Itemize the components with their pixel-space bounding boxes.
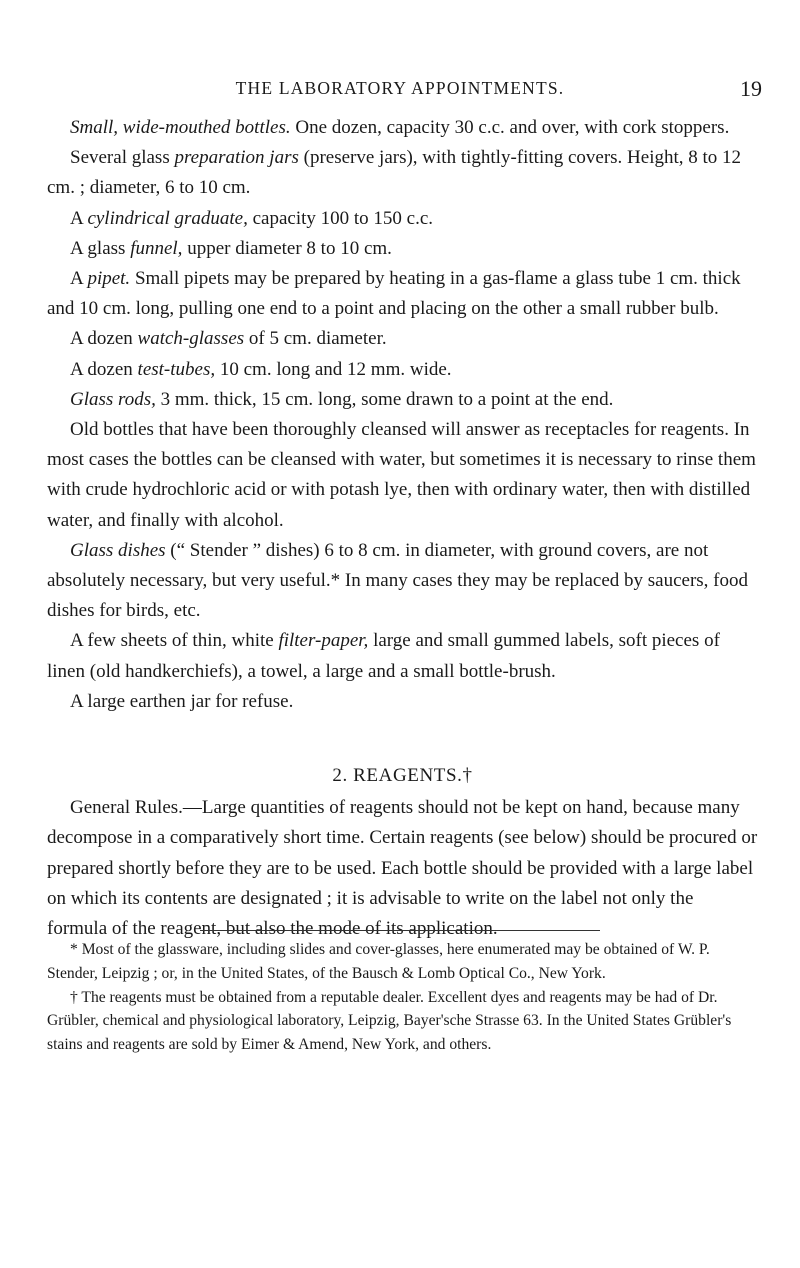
item-pre: A dozen — [70, 358, 138, 380]
item-text: upper diameter 8 to 10 cm. — [182, 237, 392, 259]
item-pre: A — [70, 268, 88, 290]
item-term: preparation jars — [174, 147, 299, 169]
item-term: cylindrical graduate, — [87, 207, 248, 229]
item-pre: A dozen — [70, 328, 138, 350]
item-term: Glass dishes — [70, 539, 166, 561]
item-pre: A few sheets of thin, white — [70, 630, 279, 652]
paragraph-funnel — [47, 234, 758, 264]
item-text: Small pipets may be prepared by heating in a gas-flame a glass tube 1 cm. thick and 10 cm. long, pulling one end to a point and placing on the other a small rubber bulb. — [47, 268, 741, 320]
item-text: 10 cm. long and 12 mm. wide. — [215, 358, 452, 380]
item-text: (“ Stender ” dishes) 6 to 8 cm. in diameter, with ground covers, are not absolutely necessary, but very useful.* In many cases they may be replaced by saucers, food dishes for birds, etc. — [47, 539, 748, 622]
item-text: One dozen, capacity 30 c.c. and over, with cork stoppers. — [290, 117, 730, 138]
page-number: 19 — [740, 76, 762, 101]
item-term: funnel, — [130, 237, 183, 259]
item-pre: A — [70, 207, 88, 229]
item-text: A large earthen jar for refuse. — [70, 690, 294, 712]
section-heading: 2. REAGENTS.† — [332, 765, 473, 787]
item-text: of 5 cm. diameter. — [244, 328, 387, 350]
paragraph-glass-rods — [47, 385, 758, 415]
paragraph-pipet — [47, 264, 758, 324]
item-text: capacity 100 to 150 c.c. — [247, 207, 434, 229]
running-head: THE LABORATORY APPOINTMENTS. — [235, 78, 565, 98]
paragraph-test-tubes — [47, 355, 758, 385]
item-pre: A glass — [70, 237, 131, 259]
page-header — [0, 78, 800, 104]
paragraph-filter-paper — [47, 626, 758, 686]
item-term: test-tubes, — [137, 358, 216, 380]
item-term: watch-glasses — [137, 328, 245, 350]
paragraph-general-rules: General Rules.—Large quantities of reagents should not be kept on hand, because many decompose in a comparatively short time. Certain reagents (see below) should be procured or prepared shortly before they are to be used. Each bottle should be provided with a large label on which its contents are designated ; it is advisable to write on the label not only the formula of the reagent, but also the mode of its application. — [47, 797, 758, 940]
item-text: (preserve jars), with tightly-fitting covers. Height, 8 to 12 cm. ; diameter, 6 to 10 cm. — [47, 147, 742, 199]
item-term: pipet. — [87, 268, 131, 290]
paragraph-old-bottles — [47, 415, 758, 536]
paragraph-small-bottles — [47, 113, 758, 143]
paragraph-refuse-jar — [47, 687, 758, 717]
footnote-reagents: † The reagents must be obtained from a reputable dealer. Excellent dyes and reagents may be had of Dr. Grübler, chemical and physiological laboratory, Leipzig, Bayer'sche Strasse 63. In the United States Grübler's stains and reagents are sold by Eimer & Amend, New York, and others. — [47, 988, 732, 1054]
footnote-glassware: * Most of the glassware, including slides and cover-glasses, here enumerated may be obtained of W. P. Stender, Leipzig ; or, in the United States, of the Bausch & Lomb Optical Co., New York. — [47, 941, 710, 982]
item-term: Small, wide-mouthed bottles. — [70, 117, 291, 138]
item-text: Old bottles that have been thoroughly cleansed will answer as receptacles for reagents. In most cases the bottles can be cleansed with water, but sometimes it is necessary to rinse them with crude hydrochloric acid or with potash lye, then with ordinary water, then with distilled water, and finally with alcohol. — [47, 419, 756, 531]
footnotes — [47, 938, 758, 1057]
paragraph-glass-dishes — [47, 536, 758, 627]
item-pre: Several glass — [70, 147, 175, 169]
footnote-rule — [200, 930, 600, 931]
item-term: Glass rods, — [70, 388, 156, 410]
paragraph-watch-glasses — [47, 324, 758, 354]
item-term: filter-paper, — [278, 630, 369, 652]
item-text: large and small gummed labels, soft pieces of linen (old handkerchiefs), a towel, a large and a small bottle-brush. — [47, 630, 720, 682]
paragraph-preparation-jars — [47, 143, 758, 203]
paragraph-cylindrical-graduate — [47, 204, 758, 234]
body-text — [47, 113, 758, 944]
item-text: 3 mm. thick, 15 cm. long, some drawn to a point at the end. — [155, 388, 614, 410]
